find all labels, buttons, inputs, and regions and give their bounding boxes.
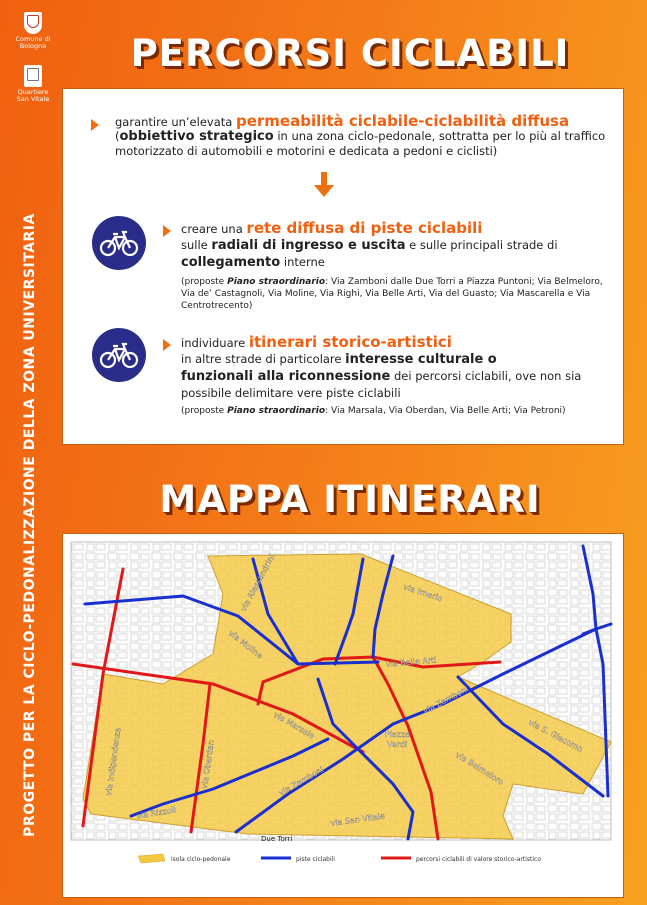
label-zamboni-east: via Zamboni — [421, 684, 470, 716]
b3-line2-bold: interesse culturale o — [345, 352, 497, 367]
bologna-crest-icon — [24, 12, 42, 34]
label-zamboni-west: via Zamboni — [277, 765, 326, 798]
label-piazza-verdi-1: Piazza — [385, 730, 411, 739]
b2-note — [181, 276, 611, 312]
legend-piste: piste ciclabili — [296, 856, 335, 863]
b2-line2-pre: sulle — [181, 238, 208, 252]
label-piazza-verdi-2: Verdi — [387, 740, 408, 749]
itinerary-map — [62, 533, 624, 898]
section-title-mappa: MAPPA ITINERARI — [159, 478, 541, 521]
label-marsala: via Marsala — [272, 709, 317, 741]
b2-note-pre: (proposte — [181, 277, 225, 287]
b2-note-rest: : Via Zamboni dalle Due Torri a Piazza Puntoni; Via Belmeloro, Via de’ Castagnoli, Via Moline, Via Righi, Via Belle Arti, Via del Guasto; Via Mascarella e Via Centrotrecento) — [181, 277, 603, 311]
b3-pre: individuare — [181, 336, 246, 350]
b3-line3-rest: dei percorsi ciclabili, ove non sia possibile delimitare vere piste ciclabili — [181, 369, 582, 400]
b3-note-pre: (proposte — [181, 406, 225, 416]
legend-percorsi: percorsi ciclabili di valore storico-artistico — [416, 856, 541, 863]
label-oberdan: via Oberdan — [200, 739, 216, 790]
objective-block-3 — [181, 334, 611, 401]
b3-highlight: itinerari storico-artistici — [248, 333, 452, 351]
bicycle-sign-icon — [92, 216, 146, 270]
label-due-torri: Due Torri — [261, 835, 293, 843]
label-belmeloro: via Belmeloro — [453, 750, 506, 787]
b3-note — [181, 405, 611, 417]
quartiere-san-vitale-logo — [14, 65, 52, 103]
b2-line3-bold: collegamento — [181, 255, 281, 270]
b1-highlight: permeabilità ciclabile-ciclabilità diffusa — [235, 112, 570, 130]
b3-note-em: Piano straordinario — [227, 406, 326, 416]
b3-line3-bold: funzionali alla riconnessione — [181, 369, 391, 384]
bicycle-sign-icon — [92, 328, 146, 382]
objective-block-2 — [181, 220, 611, 271]
map-legend — [138, 854, 541, 863]
b2-pre: creare una — [181, 222, 243, 236]
b2-line2-bold: radiali di ingresso e uscita — [211, 238, 406, 253]
label-s-giacomo: via S. Giacomo — [527, 717, 585, 754]
b2-line3-rest: interne — [283, 255, 325, 269]
quartiere-label-1: Quartiere — [17, 88, 49, 96]
label-rizzoli: via Rizzoli — [135, 805, 177, 821]
objective-block-1 — [115, 114, 610, 158]
section-title-percorsi: PERCORSI CICLABILI — [130, 32, 570, 75]
comune-bologna-logo — [14, 12, 52, 50]
b2-note-em: Piano straordinario — [227, 277, 326, 287]
san-vitale-crest-icon — [24, 65, 42, 87]
label-san-vitale: via San Vitale — [330, 811, 386, 828]
comune-label-2: Bologna — [19, 42, 47, 50]
b2-line2-rest: e sulle principali strade di — [409, 238, 558, 252]
bullet-arrow-icon — [163, 225, 171, 237]
label-belle-arti: via Belle Arti — [385, 655, 437, 669]
quartiere-label-2: San Vitale — [16, 95, 50, 103]
label-irnerio: via Irnerio — [402, 582, 444, 604]
objectives-panel — [62, 88, 624, 445]
b2-highlight: rete diffusa di piste ciclabili — [246, 219, 483, 237]
b1-rest: in una zona ciclo-pedonale, sottratta per lo più al traffico motorizzato di automobili e motorini e dedicata a pedoni e ciclisti) — [115, 129, 606, 158]
b1-pre: garantire un’elevata — [115, 115, 233, 129]
vertical-title: PROGETTO PER LA CICLO-PEDONALIZZAZIONE DELLA ZONA UNIVERSITARIA — [22, 213, 38, 837]
label-alessandrini: via Alessandrini — [238, 552, 277, 613]
legend-zone-swatch — [138, 854, 165, 863]
b1-open: ( — [115, 129, 120, 143]
bullet-arrow-icon — [91, 119, 99, 131]
comune-label-1: Comune di — [15, 35, 51, 43]
map-svg — [63, 534, 623, 897]
bullet-arrow-icon — [163, 339, 171, 351]
legend-isola: isola ciclo-pedonale — [171, 856, 231, 863]
b1-bold: obbiettivo strategico — [119, 129, 274, 144]
label-moline: via Moline — [226, 628, 265, 661]
label-indipendenza: via Indipendenza — [104, 727, 123, 797]
b3-line2-pre: in altre strade di particolare — [181, 352, 342, 366]
b3-note-rest: : Via Marsala, Via Oberdan, Via Belle Arti; Via Petroni) — [325, 406, 566, 416]
down-arrow-icon — [318, 172, 330, 194]
